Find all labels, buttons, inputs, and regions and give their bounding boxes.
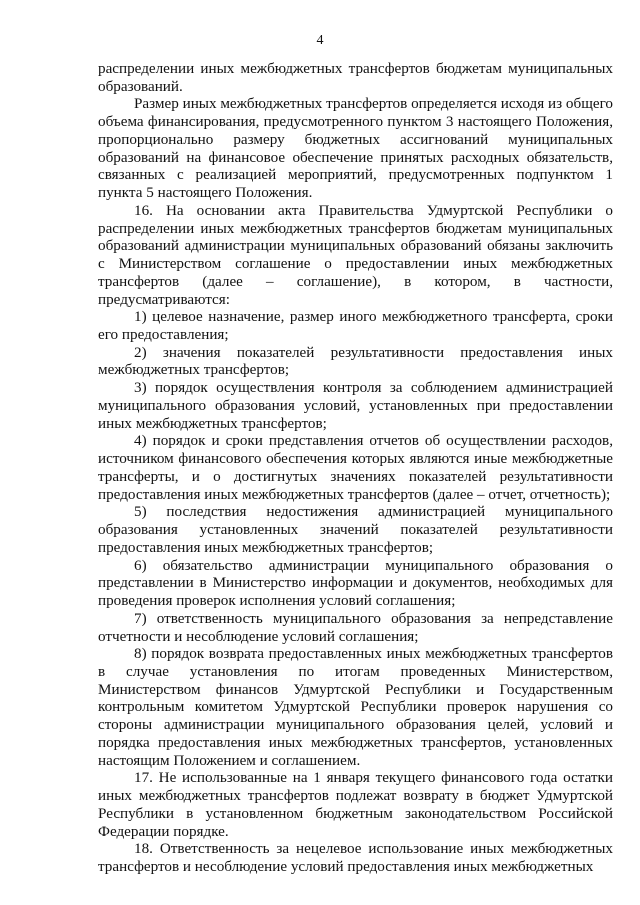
- list-item: 1) целевое назначение, размер иного межбюджетного трансферта, сроки его предоставления;: [98, 308, 613, 344]
- list-item: 8) порядок возврата предоставленных иных межбюджетных трансфертов в случае установления по итогам проведенных Министерством, Министерством финансов Удмуртской Республики и Государственным контрольным комитетом Удмуртской Республики проверок нарушения со стороны администрации муниципального образования целей, условий и порядка предоставления иных межбюджетных трансфертов, установленных настоящим Положением и соглашением.: [98, 645, 613, 769]
- paragraph: Размер иных межбюджетных трансфертов определяется исходя из общего объема финансирования, предусмотренного пунктом 3 настоящего Положения, пропорционально размеру бюджетных ассигнований муниципальных образований на финансовое обеспечение принятых расходных обязательств, связанных с реализацией мероприятий, предусмотренных подпунктом 1 пункта 5 настоящего Положения.: [98, 95, 613, 202]
- list-item: 3) порядок осуществления контроля за соблюдением администрацией муниципального образования условий, установленных при предоставлении иных межбюджетных трансфертов;: [98, 379, 613, 432]
- paragraph: распределении иных межбюджетных трансфертов бюджетам муниципальных образований.: [98, 60, 613, 95]
- page-number: 4: [316, 33, 324, 48]
- paragraph: 18. Ответственность за нецелевое использование иных межбюджетных трансфертов и несоблюдение условий предоставления иных межбюджетных: [98, 840, 613, 876]
- document-body: [98, 60, 613, 876]
- paragraph: 16. На основании акта Правительства Удмуртской Республики о распределении иных межбюджетных трансфертов бюджетам муниципальных образований администрации муниципальных образований обязаны заключить с Министерством соглашение о предоставлении иных межбюджетных трансфертов (далее – соглашение), в котором, в частности, предусматриваются:: [98, 201, 613, 308]
- list-item: 7) ответственность муниципального образования за непредставление отчетности и несоблюдение условий соглашения;: [98, 609, 613, 645]
- list-item: 4) порядок и сроки представления отчетов об осуществлении расходов, источником финансового обеспечения которых являются иные межбюджетные трансферты, и о достигнутых значениях показателей результативности предоставления иных межбюджетных трансфертов (далее – отчет, отчетность);: [98, 432, 613, 503]
- list-item: 6) обязательство администрации муниципального образования о представлении в Министерство информации и документов, необходимых для проведения проверок исполнения условий соглашения;: [98, 556, 613, 610]
- paragraph: 17. Не использованные на 1 января текущего финансового года остатки иных межбюджетных трансфертов подлежат возврату в бюджет Удмуртской Республики в установленном бюджетным законодательством Российской Федерации порядке.: [98, 769, 613, 840]
- list-item: 2) значения показателей результативности предоставления иных межбюджетных трансфертов;: [98, 343, 613, 379]
- list-item: 5) последствия недостижения администрацией муниципального образования установленных значений показателей результативности предоставления иных межбюджетных трансфертов;: [98, 503, 613, 556]
